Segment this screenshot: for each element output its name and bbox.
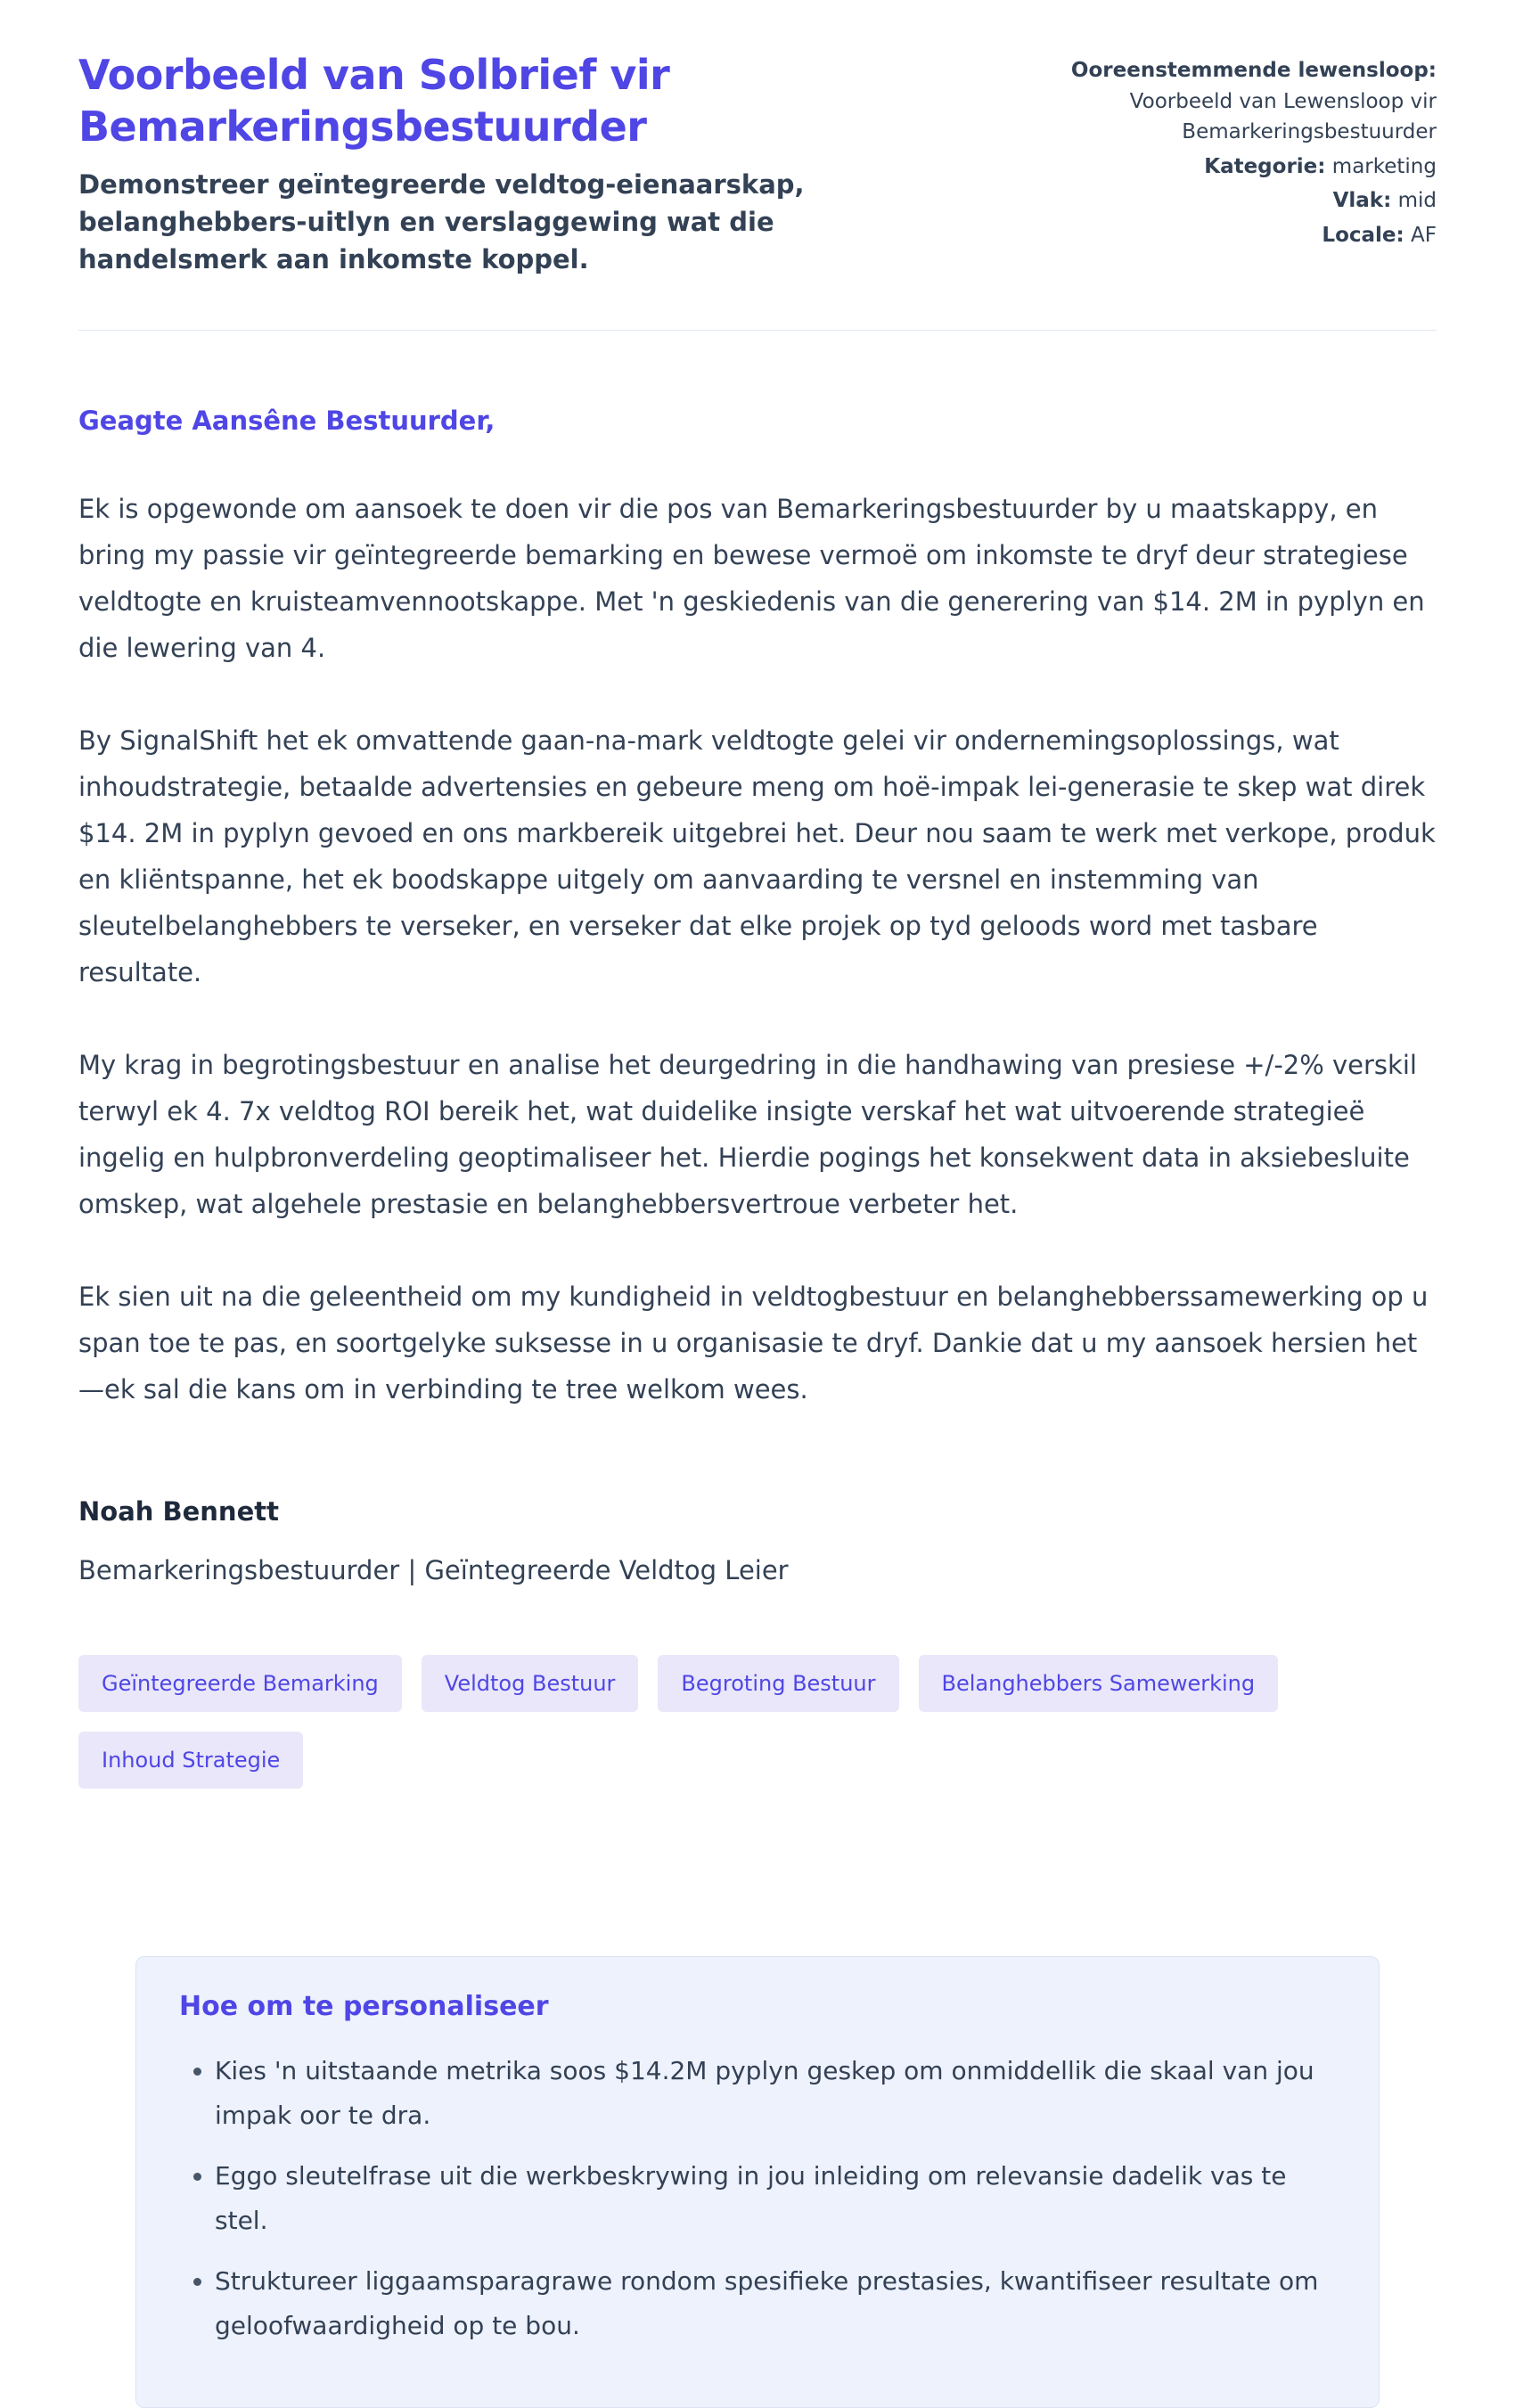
meta-matching-resume-label: Ooreenstemmende lewensloop: — [1070, 59, 1437, 82]
letter-paragraph: By SignalShift het ek omvattende gaan-na-mark veldtogte gelei vir ondernemingsoplossings, wat inhoudstrategie, betaalde advertensies en gebeure meng om hoë-impak lei-generasie te skep wat direk $14. 2M in pyplyn gevoed en ons markbereik uitgebrei het. Deur nou saam te werk met verkope, produk en kliëntspanne, het ek boodskappe uitgely om aanvaarding te versnel en instemming van sleutelbelanghebbers te verseker, en verseker dat elke projek op tyd geloods word met tasbare resultate. — [78, 725, 1436, 988]
meta-matching-resume — [991, 55, 1437, 148]
meta-level — [991, 185, 1437, 217]
meta-locale — [991, 220, 1437, 251]
letter-body — [78, 405, 1437, 1585]
meta-panel — [991, 50, 1437, 254]
signature-name: Noah Bennett — [78, 1496, 279, 1528]
header — [78, 50, 1437, 278]
personalize-bullet: • Struktureer liggaamsparagrawe rondom spesifieke prestasies, kwantifiseer resultate om geloofwaardigheid op te bou. — [215, 2259, 1336, 2348]
meta-locale-label: Locale: — [1322, 223, 1404, 247]
letter-paragraph: Ek is opgewonde om aansoek te doen vir die pos van Bemarkeringsbestuurder by u maatskappy, en bring my passie vir geïntegreerde bemarking en bewese vermoë om inkomste te dryf deur strategiese veldtogte en kruisteamvennootskappe. Met 'n geskiedenis van die generering van $14. 2M in pyplyn en die lewering van 4. — [78, 494, 1425, 664]
skill-tag-chip: Belanghebbers Samewerking — [919, 1655, 1279, 1712]
personalize-callout — [135, 1956, 1380, 2408]
skill-tag-chip: Inhoud Strategie — [78, 1732, 303, 1789]
header-divider — [78, 330, 1437, 331]
meta-category — [991, 152, 1437, 183]
letter-greeting: Geagte Aansêne Bestuurder, — [78, 405, 495, 437]
signature-title: Bemarkeringsbestuurder | Geïntegreerde Veldtog Leier — [78, 1555, 789, 1586]
meta-locale-value: AF — [1411, 223, 1437, 247]
personalize-list — [179, 2049, 1336, 2348]
meta-matching-resume-value: Voorbeeld van Lewensloop vir Bemarkeringsbestuurder — [1129, 89, 1437, 143]
meta-category-label: Kategorie: — [1204, 154, 1326, 178]
personalize-bullet: • Kies 'n uitstaande metrika soos $14.2M pyplyn geskep om onmiddellik die skaal van jou impak oor te dra. — [215, 2049, 1336, 2138]
meta-level-value: mid — [1397, 189, 1437, 212]
meta-category-value: marketing — [1331, 154, 1437, 178]
page-subtitle: Demonstreer geïntegreerde veldtog-eienaarskap, belanghebbers-uitlyn en verslaggewing wat die handelsmerk aan inkomste koppel. — [78, 168, 805, 274]
letter-paragraph: Ek sien uit na die geleentheid om my kundigheid in veldtogbestuur en belanghebberssamewerking op u span toe te pas, en soortgelyke suksesse in u organisasie te dryf. Dankie dat u my aansoek hersien het—ek sal die kans om in verbinding te tree welkom wees. — [78, 1282, 1429, 1405]
skill-tag-chip: Veldtog Bestuur — [422, 1655, 639, 1712]
skill-tag-chip: Geïntegreerde Bemarking — [78, 1655, 402, 1712]
personalize-title: Hoe om te personaliseer — [179, 1991, 549, 2023]
skill-tag-chip: Begroting Bestuur — [658, 1655, 898, 1712]
letter-paragraph: My krag in begrotingsbestuur en analise het deurgedring in die handhawing van presiese +/-2% verskil terwyl ek 4. 7x veldtog ROI bereik het, wat duidelike insigte verskaf het wat uitvoerende strategieë ingelig en hulpbronverdeling geoptimaliseer het. Hierdie pogings het konsekwent data in aksiebesluite omskep, wat algehele prestasie en belanghebbersvertroue verbeter het. — [78, 1050, 1417, 1220]
page-title: Voorbeeld van Solbrief vir Bemarkeringsbestuurder — [78, 51, 670, 151]
personalize-bullet: • Eggo sleutelfrase uit die werkbeskrywing in jou inleiding om relevansie dadelik vas te stel. — [215, 2154, 1336, 2243]
skill-tags — [78, 1655, 1290, 1789]
meta-level-label: Vlak: — [1332, 189, 1392, 212]
header-title-block — [78, 50, 863, 278]
